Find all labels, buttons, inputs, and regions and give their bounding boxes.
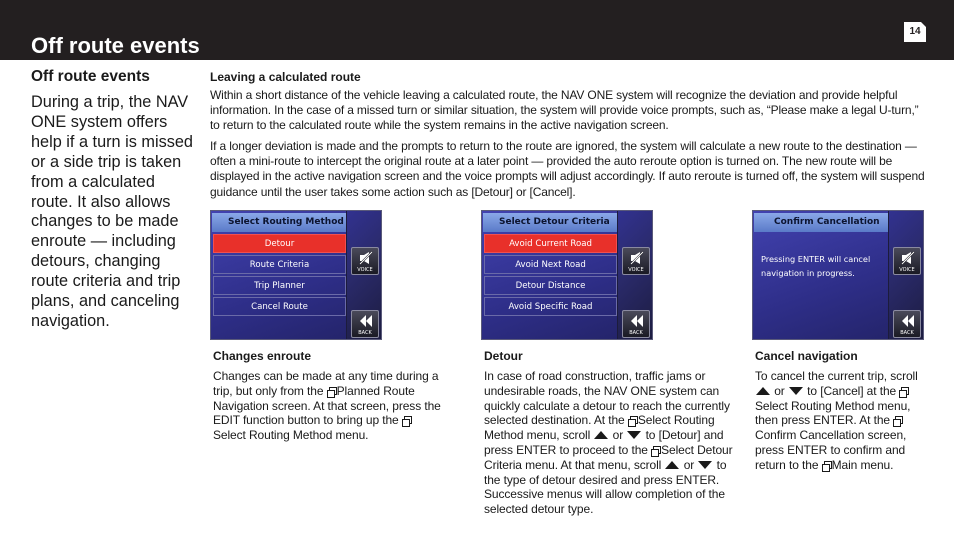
section-heading: Leaving a calculated route xyxy=(210,70,361,84)
back-label: BACK xyxy=(629,330,643,336)
caption-body-detour xyxy=(484,369,742,517)
caption-heading-cancel: Cancel navigation xyxy=(755,349,858,363)
arrow-down-icon xyxy=(698,461,712,469)
menu-item-avoid-specific-road[interactable]: Avoid Specific Road xyxy=(484,297,617,316)
menu-item-avoid-current-road[interactable]: Avoid Current Road xyxy=(484,234,617,253)
page-number-text: 14 xyxy=(909,26,921,37)
paragraph-1: Within a short distance of the vehicle leaving a calculated route, the NAV ONE system will recognize the deviation and provide helpful information. In the case of a missed turn or similar situation, the system will provide voice prompts, such as, “Please make a legal U-turn,” to return to the calculated route while the system remains in the active navigation screen. xyxy=(210,88,919,133)
caption-text: Select Routing Method menu, then press ENTER. At the xyxy=(755,398,911,428)
screen-reference-icon xyxy=(893,416,902,425)
menu-item-avoid-next-road[interactable]: Avoid Next Road xyxy=(484,255,617,274)
voice-icon xyxy=(630,251,644,265)
caption-text: Select Routing Method menu, scroll xyxy=(484,413,715,443)
screen-title: Select Detour Criteria xyxy=(483,213,617,232)
caption-text: to [Cancel] at the xyxy=(803,383,900,398)
screen-reference-icon xyxy=(402,416,411,425)
voice-button[interactable] xyxy=(351,247,379,275)
caption-heading-detour: Detour xyxy=(484,349,523,363)
screen-reference-icon xyxy=(899,387,908,396)
voice-label: VOICE xyxy=(899,267,915,273)
arrow-up-icon xyxy=(665,461,679,469)
confirm-cancellation-screen xyxy=(752,210,924,340)
back-icon xyxy=(359,314,373,328)
arrow-up-icon xyxy=(594,431,608,439)
page-number xyxy=(904,22,926,42)
menu-item-cancel-route[interactable]: Cancel Route xyxy=(213,297,346,316)
caption-text: Select Detour Criteria menu. At that menu, scroll xyxy=(484,442,733,472)
paragraph-2: If a longer deviation is made and the prompts to return to the route are ignored, the system will calculate a new route to the destination — often a mini-route to intercept the original route at a later point — provided the auto reroute option is turned on. The new route will be displayed in the active navigation screen and the voice prompts will adjust accordingly. If auto reroute is turned off, the system will suspend guidance until the user takes some action such as [Detour] or [Cancel]. xyxy=(210,139,925,199)
voice-label: VOICE xyxy=(628,267,644,273)
caption-text: Main menu. xyxy=(831,457,894,472)
caption-body-cancel xyxy=(755,369,933,473)
back-button[interactable] xyxy=(893,310,921,338)
caption-text: to the type of detour desired and press ENTER. Successive menus will allow completion of the selected detour type. xyxy=(484,457,727,517)
arrow-down-icon xyxy=(627,431,641,439)
screen-reference-icon xyxy=(822,461,831,470)
back-label: BACK xyxy=(358,330,372,336)
caption-text: to [Detour] and press ENTER to proceed to the xyxy=(484,428,724,457)
caption-text: Select Routing Method menu. xyxy=(213,428,369,443)
caption-text: Changes can be made at any time during a trip, but only from the xyxy=(213,369,439,398)
caption-text: or xyxy=(609,428,627,443)
sidebar-body: During a trip, the NAV ONE system offers help if a turn is missed or a side trip is taken from a calculated route. It also allows changes to be made enroute — including detours, changing route criteria and trip plans, and canceling navigation. xyxy=(31,93,193,330)
voice-button[interactable] xyxy=(622,247,650,275)
screen-reference-icon xyxy=(651,446,660,455)
detour-criteria-screen xyxy=(481,210,653,340)
back-button[interactable] xyxy=(622,310,650,338)
arrow-up-icon xyxy=(756,387,770,395)
screen-reference-icon xyxy=(628,416,637,425)
menu-item-trip-planner[interactable]: Trip Planner xyxy=(213,276,346,295)
back-button[interactable] xyxy=(351,310,379,338)
page-corner-icon xyxy=(921,22,926,27)
caption-text: or xyxy=(680,457,698,472)
caption-text: In case of road construction, traffic jams or undesirable roads, the NAV ONE system can quickly calculate a detour to reach the currently selected destination. At the xyxy=(484,369,730,428)
sidebar-heading: Off route events xyxy=(31,68,150,85)
caption-text: To cancel the current trip, scroll xyxy=(755,369,918,383)
menu-item-detour[interactable]: Detour xyxy=(213,234,346,253)
screen-title: Confirm Cancellation xyxy=(754,213,888,232)
back-label: BACK xyxy=(900,330,914,336)
caption-body-changes xyxy=(213,369,443,443)
screen-reference-icon xyxy=(327,387,336,396)
caption-text: Planned Route Navigation screen. At that screen, press the EDIT function button to bring up the xyxy=(213,383,441,428)
voice-label: VOICE xyxy=(357,267,373,273)
caption-heading-changes: Changes enroute xyxy=(213,349,312,363)
menu-item-detour-distance[interactable]: Detour Distance xyxy=(484,276,617,295)
back-icon xyxy=(901,314,915,328)
menu-item-route-criteria[interactable]: Route Criteria xyxy=(213,255,346,274)
caption-text: or xyxy=(771,383,788,398)
cancel-message: Pressing ENTER will cancel navigation in progress. xyxy=(761,254,871,278)
voice-icon xyxy=(359,251,373,265)
arrow-down-icon xyxy=(789,387,803,395)
caption-text: Confirm Cancellation screen, press ENTER to confirm and return to the xyxy=(755,428,907,472)
page-title: Off route events xyxy=(31,33,200,58)
screen-title: Select Routing Method xyxy=(212,213,346,232)
voice-icon xyxy=(901,251,915,265)
voice-button[interactable] xyxy=(893,247,921,275)
routing-method-screen xyxy=(210,210,382,340)
back-icon xyxy=(630,314,644,328)
